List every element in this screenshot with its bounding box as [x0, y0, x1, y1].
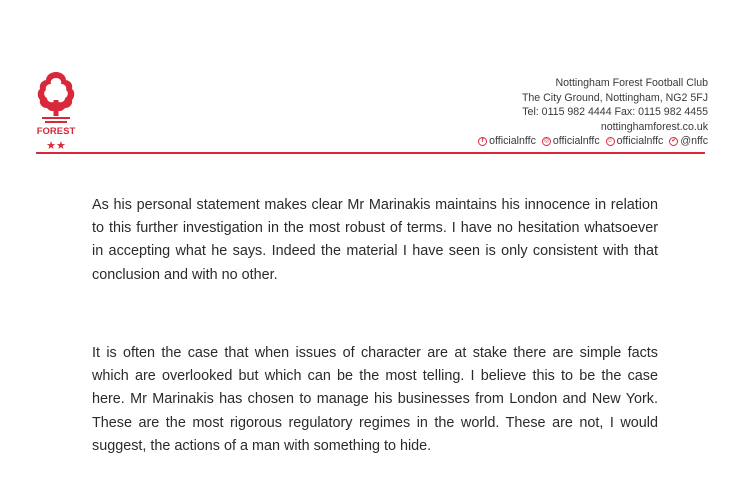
letterhead-address: [368, 76, 708, 149]
body-paragraph-2: It is often the case that when issues of character are at stake there are simple facts which are overlooked but which can be the most telling. I believe this to be the case here. Mr Marinakis has chosen to manage his businesses from London and New York. These are the most rigorous regulatory regimes in the world. These are not, I would suggest, the actions of a man with something to hide.: [92, 345, 658, 454]
social-handles: [368, 134, 708, 149]
social-handle: officialnffc: [616, 135, 664, 148]
club-name: Nottingham Forest Football Club: [555, 77, 708, 89]
social-handle: officialnffc: [489, 135, 536, 148]
social-facebook[interactable]: [478, 134, 536, 149]
club-crest-logo: [36, 70, 76, 154]
social-handle: @nffc: [680, 135, 708, 148]
snapchat-icon: ☺: [607, 138, 614, 145]
social-snapchat[interactable]: [606, 134, 664, 149]
social-handle: officialnffc: [552, 135, 600, 148]
website-link[interactable]: nottinghamforest.co.uk: [600, 120, 708, 133]
facebook-icon: f: [478, 137, 487, 146]
crest-wordmark: FOREST: [36, 126, 76, 137]
social-twitter[interactable]: [669, 134, 708, 149]
crest-stars: ★★: [46, 139, 66, 152]
body-paragraph-1: As his personal statement makes clear Mr Marinakis maintains his innocence in relation to this further investigation in the most robust of terms. I have no hesitation whatsoever in accepting what he says. Indeed the material I have seen is only consistent with that conclusion and with no other.: [92, 197, 658, 283]
twitter-icon: ✔: [671, 138, 677, 145]
club-address: The City Ground, Nottingham, NG2 5FJ: [521, 91, 708, 104]
phone-fax: Tel: 0115 982 4444 Fax: 0115 982 4455: [522, 106, 708, 119]
social-instagram[interactable]: [542, 134, 600, 149]
instagram-icon: ◎: [543, 138, 550, 145]
header-divider: [36, 152, 705, 154]
